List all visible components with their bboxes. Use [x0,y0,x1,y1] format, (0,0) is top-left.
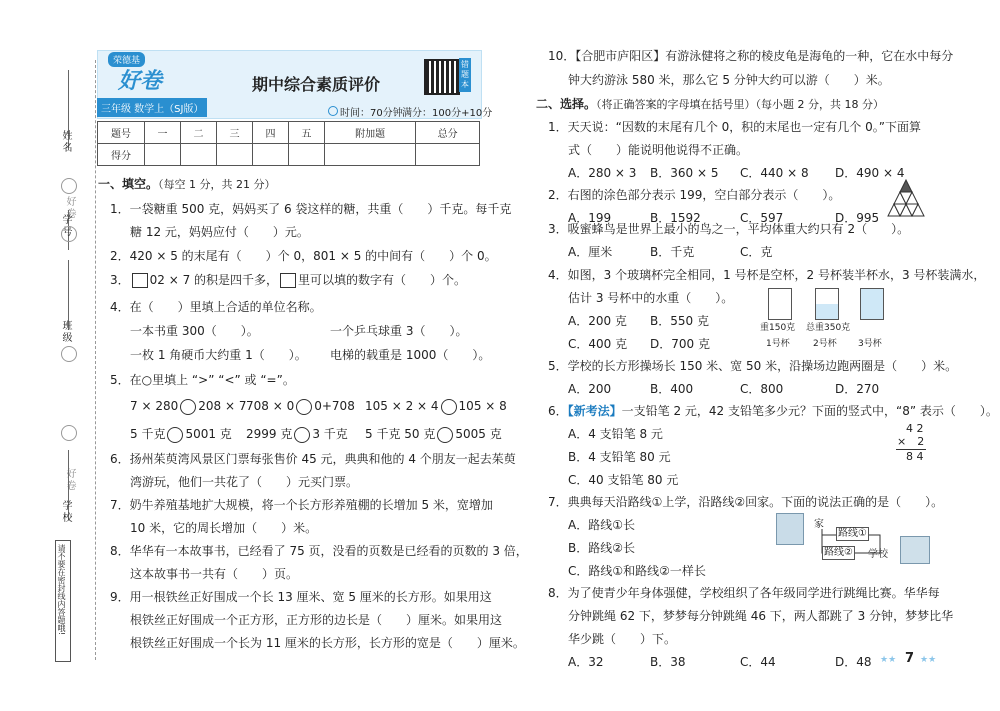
expr: 2999 克 [246,427,293,441]
margin-logo-2: 好卷 [64,468,75,492]
cell: 二 [180,122,216,144]
score-input[interactable] [288,144,324,166]
score-table [97,121,480,166]
expr: 105 × 8 [458,399,507,413]
c8-line2: 分钟跳绳 62 下，梦梦每分钟跳绳 46 下，两人都跳了 3 分钟，梦梦比华 [568,609,954,623]
q2: 2．420 × 5 的末尾有（ ）个 0，801 × 5 的中间有（ ）个 0。 [110,249,497,263]
c8-line3: 华少跳（ ）下。 [568,632,677,646]
c7-opt-c[interactable]: C．路线①和路线②一样长 [568,564,706,578]
expr: 3 千克 [312,427,348,441]
star-icon: ★★ [920,655,937,665]
score-table-header [98,122,480,144]
c4-line1: 4．如图，3 个玻璃杯完全相同，1 号杯是空杯，2 号杯装半杯水，3 号杯装满水， [548,268,986,282]
cell: 四 [252,122,288,144]
q3-text2: 里可以填的数字有（ ）个。 [298,273,467,287]
source-tag: 【合肥市庐阳区】 [575,49,666,63]
cup-1-label: 1号杯 [766,339,790,349]
compare-row-1b [246,398,355,415]
q5: 5．在○里填上 “>” “<” 或 “=”。 [110,373,295,387]
q6-line2: 湾游玩，他们一共花了（ ）元买门票。 [130,475,359,489]
q9-line2: 根铁丝正好围成一个正方形，正方形的边长是（ ）厘米。如果用这 [130,613,503,627]
q8-line2: 这本故事书一共有（ ）页。 [130,567,299,581]
q9-line3: 根铁丝正好围成一个长为 11 厘米的长方形，长方形的宽是（ ）厘米。 [130,636,525,650]
compare-circle[interactable] [294,427,310,443]
score-input[interactable] [252,144,288,166]
c2-opt-a[interactable]: A．199 [568,211,612,225]
class-label: 班级 [60,320,71,344]
cup-1-weight: 重150克 [760,323,796,333]
expr: 708 × 0 [246,399,295,413]
q4: 4．在（ ）里填上合适的单位名称。 [110,300,322,314]
c5-opt-a[interactable]: A．200 [568,382,612,396]
q10-line2: 钟大约游泳 580 米，那么它 5 分钟大约可以游（ ）米。 [568,73,890,87]
c1-opt-a[interactable]: A．280 × 3 [568,166,637,180]
exam-score: 满分：100分+10分 [402,108,493,119]
compare-circle[interactable] [296,399,312,415]
score-input[interactable] [145,144,181,166]
c3: 3．吸蜜蜂鸟是世界上最小的鸟之一，平均体重大约只有 2（ ）。 [548,222,910,236]
c6-opt-b[interactable]: B．4 支铅笔 80 元 [568,450,671,464]
c3-opt-b[interactable]: B．千克 [650,245,695,259]
student-id-label: 学号 [60,214,71,238]
cell: 总分 [416,122,480,144]
c6 [548,403,998,419]
expr: 5 千克 50 克 [365,427,436,441]
q10-num: 10． [548,49,576,63]
school-icon [900,536,930,564]
c5: 5．学校的长方形操场长 150 米、宽 50 米，沿操场边跑两圈是（ ）米。 [548,359,958,373]
c6-num: 6． [548,404,568,418]
score-input[interactable] [324,144,415,166]
cup-1 [768,288,792,320]
section1-heading [98,176,276,193]
expr: 5 千克 [130,427,166,441]
c7: 7．典典每天沿路线①上学，沿路线②回家。下面的说法正确的是（ ）。 [548,495,944,509]
q4-a: 一本书重 300（ ）。 [130,324,259,338]
cell: 得分 [98,144,145,166]
q9-line1: 9．用一根铁丝正好围成一个长 13 厘米、宽 5 厘米的长方形。如果用这 [110,590,492,604]
score-table-row [98,144,480,166]
c4-line2: 估计 3 号杯中的水重（ ）。 [568,291,734,305]
star-icon: ★★ [880,655,897,665]
c2-opt-d[interactable]: D．995 [835,211,880,225]
home-label: 家 [814,519,824,530]
c6-text: 一支铅笔 2 元，42 支铅笔多少元？下面的竖式中，“8” 表示（ ）。 [621,404,998,418]
c6-opt-a[interactable]: A．4 支铅笔 8 元 [568,427,663,441]
school-label-diagram: 学校 [868,549,888,560]
q10-text: 有游泳健将之称的棱皮龟是海龟的一种，它在水中每分 [665,49,954,63]
c8-opt-c[interactable]: C．44 [740,655,776,669]
brand-label: 荣德基 [108,52,145,67]
c4-opt-c[interactable]: C．400 克 [568,337,628,351]
cell: 题号 [98,122,145,144]
score-input[interactable] [416,144,480,166]
c3-opt-c[interactable]: C．克 [740,245,773,259]
c1-opt-c[interactable]: C．440 × 8 [740,166,809,180]
q4-d: 电梯的载重是 1000（ ）。 [330,348,491,362]
q1-line1: 1．一袋糖重 500 克，妈妈买了 6 袋这样的糖，共重（ ）千克。每千克 [110,202,512,216]
expr: 7 × 280 [130,399,179,413]
c5-opt-c[interactable]: C．800 [740,382,784,396]
grade-tag: 三年级 数学上（SJ版） [97,98,207,117]
cup-3 [860,288,884,320]
c4-opt-d[interactable]: D．700 克 [650,337,710,351]
cup-2-label: 2号杯 [813,339,837,349]
c4-opt-a[interactable]: A．200 克 [568,314,627,328]
expr: 208 × 7 [198,399,247,413]
q3 [110,272,466,288]
compare-circle[interactable] [180,399,196,415]
c2: 2．右图的涂色部分表示 199，空白部分表示（ ）。 [548,188,841,202]
seal-circle-2 [61,226,77,242]
cup-2 [815,288,839,320]
section1-note: （每空 1 分，共 21 分） [158,178,276,191]
section2-heading [536,96,884,113]
q8-line1: 8．华华有一本故事书，已经看了 75 页，没看的页数是已经看的页数的 3 倍， [110,544,528,558]
cell: 五 [288,122,324,144]
house-icon [776,513,804,545]
c4-opt-b[interactable]: B．550 克 [650,314,709,328]
margin-logo-1: 好卷 [64,196,75,220]
exam-time: 时间：70分钟 [340,108,403,119]
c2-opt-b[interactable]: B．1592 [650,211,701,225]
q10-line1 [548,48,953,64]
clock-icon [328,106,338,116]
qr-label: 错题本 [459,58,471,92]
q4-b: 一个乒乓球重 3（ ）。 [330,324,468,338]
q3-text: 02 × 7 的积是四千多， [149,273,279,287]
q7-line2: 10 米，它的周长增加（ ）米。 [130,521,318,535]
compare-circle[interactable] [167,427,183,443]
compare-row-2 [130,426,232,443]
expr: 5005 克 [455,427,502,441]
compare-row-2c [365,426,502,443]
qr-code [424,59,460,95]
c8-opt-a[interactable]: A．32 [568,655,604,669]
compare-circle[interactable] [441,399,457,415]
new-method-tag: 【新考法】 [567,404,622,418]
q1-line2: 糖 12 元，妈妈应付（ ）元。 [130,225,309,239]
c1-line1: 1．天天说：“因数的末尾有几个 0，积的末尾也一定有几个 0。”下面算 [548,120,921,134]
c3-opt-a[interactable]: A．厘米 [568,245,613,259]
logo: 好卷 [118,69,163,94]
c8-opt-b[interactable]: B．38 [650,655,686,669]
page-number: 7 [905,651,915,666]
seal-circle-4 [61,425,77,441]
c1-opt-b[interactable]: B．360 × 5 [650,166,719,180]
c5-opt-b[interactable]: B．400 [650,382,694,396]
expr: 5001 克 [185,427,232,441]
section2-title: 二、选择。 [536,97,597,111]
calc-line-1: 4 2 [906,422,924,435]
compare-row-1c [365,398,507,415]
q4-c: 一枚 1 角硬币大约重 1（ ）。 [130,348,307,362]
expr: 0+708 [314,399,355,413]
c8-line1: 8．为了使青少年身体强健，学校组织了各年级同学进行跳绳比赛。华华每 [548,586,940,600]
cup-2-weight: 总重350克 [806,323,851,333]
seal-circle-3 [61,346,77,362]
score-input[interactable] [180,144,216,166]
c2-opt-c[interactable]: C．597 [740,211,784,225]
expr: 105 × 2 × 4 [365,399,439,413]
q3-num: 3． [110,273,130,287]
c1-line2: 式（ ）能说明他说得不正确。 [568,143,749,157]
section1-title: 一、填空。 [98,177,159,191]
compare-row-1 [130,398,246,415]
c8-opt-d[interactable]: D．48 [835,655,872,669]
compare-circle[interactable] [437,427,453,443]
calc-line-3: 8 4 [906,450,924,463]
blank-box[interactable] [280,273,296,288]
seal-circle-1 [61,178,77,194]
compare-row-2b [246,426,348,443]
page-title: 期中综合素质评价 [252,75,381,94]
q6-line1: 6．扬州茱萸湾风景区门票每张售价 45 元，典典和他的 4 个朋友一起去茱萸 [110,452,516,466]
binding-line [95,60,96,660]
triangle-figure [880,178,932,218]
c5-opt-d[interactable]: D．270 [835,382,880,396]
route-1-label: 路线① [838,528,867,539]
cup-3-label: 3号杯 [858,339,882,349]
school-label: 学校 [60,500,71,524]
section2-note: （将正确答案的字母填在括号里）（每小题 2 分，共 18 分） [596,98,884,111]
triangle-cell [900,180,912,192]
cell: 三 [216,122,252,144]
route-2-label: 路线② [824,547,853,558]
c6-opt-c[interactable]: C．40 支铅笔 80 元 [568,473,679,487]
q7-line1: 7．奶牛养殖基地扩大规模，将一个长方形养殖棚的长增加 5 米，宽增加 [110,498,493,512]
cell: 附加题 [324,122,415,144]
c1-opt-d[interactable]: D．490 × 4 [835,166,905,180]
name-label: 姓名 [60,130,71,154]
calc-line-2: × 2 [897,435,925,448]
score-input[interactable] [216,144,252,166]
warning-text: 请不要在密封线内答题哦! [57,544,66,636]
blank-box[interactable] [132,273,148,288]
c7-opt-a[interactable]: A．路线①长 [568,518,635,532]
cell: 一 [145,122,181,144]
c7-opt-b[interactable]: B．路线②长 [568,541,635,555]
